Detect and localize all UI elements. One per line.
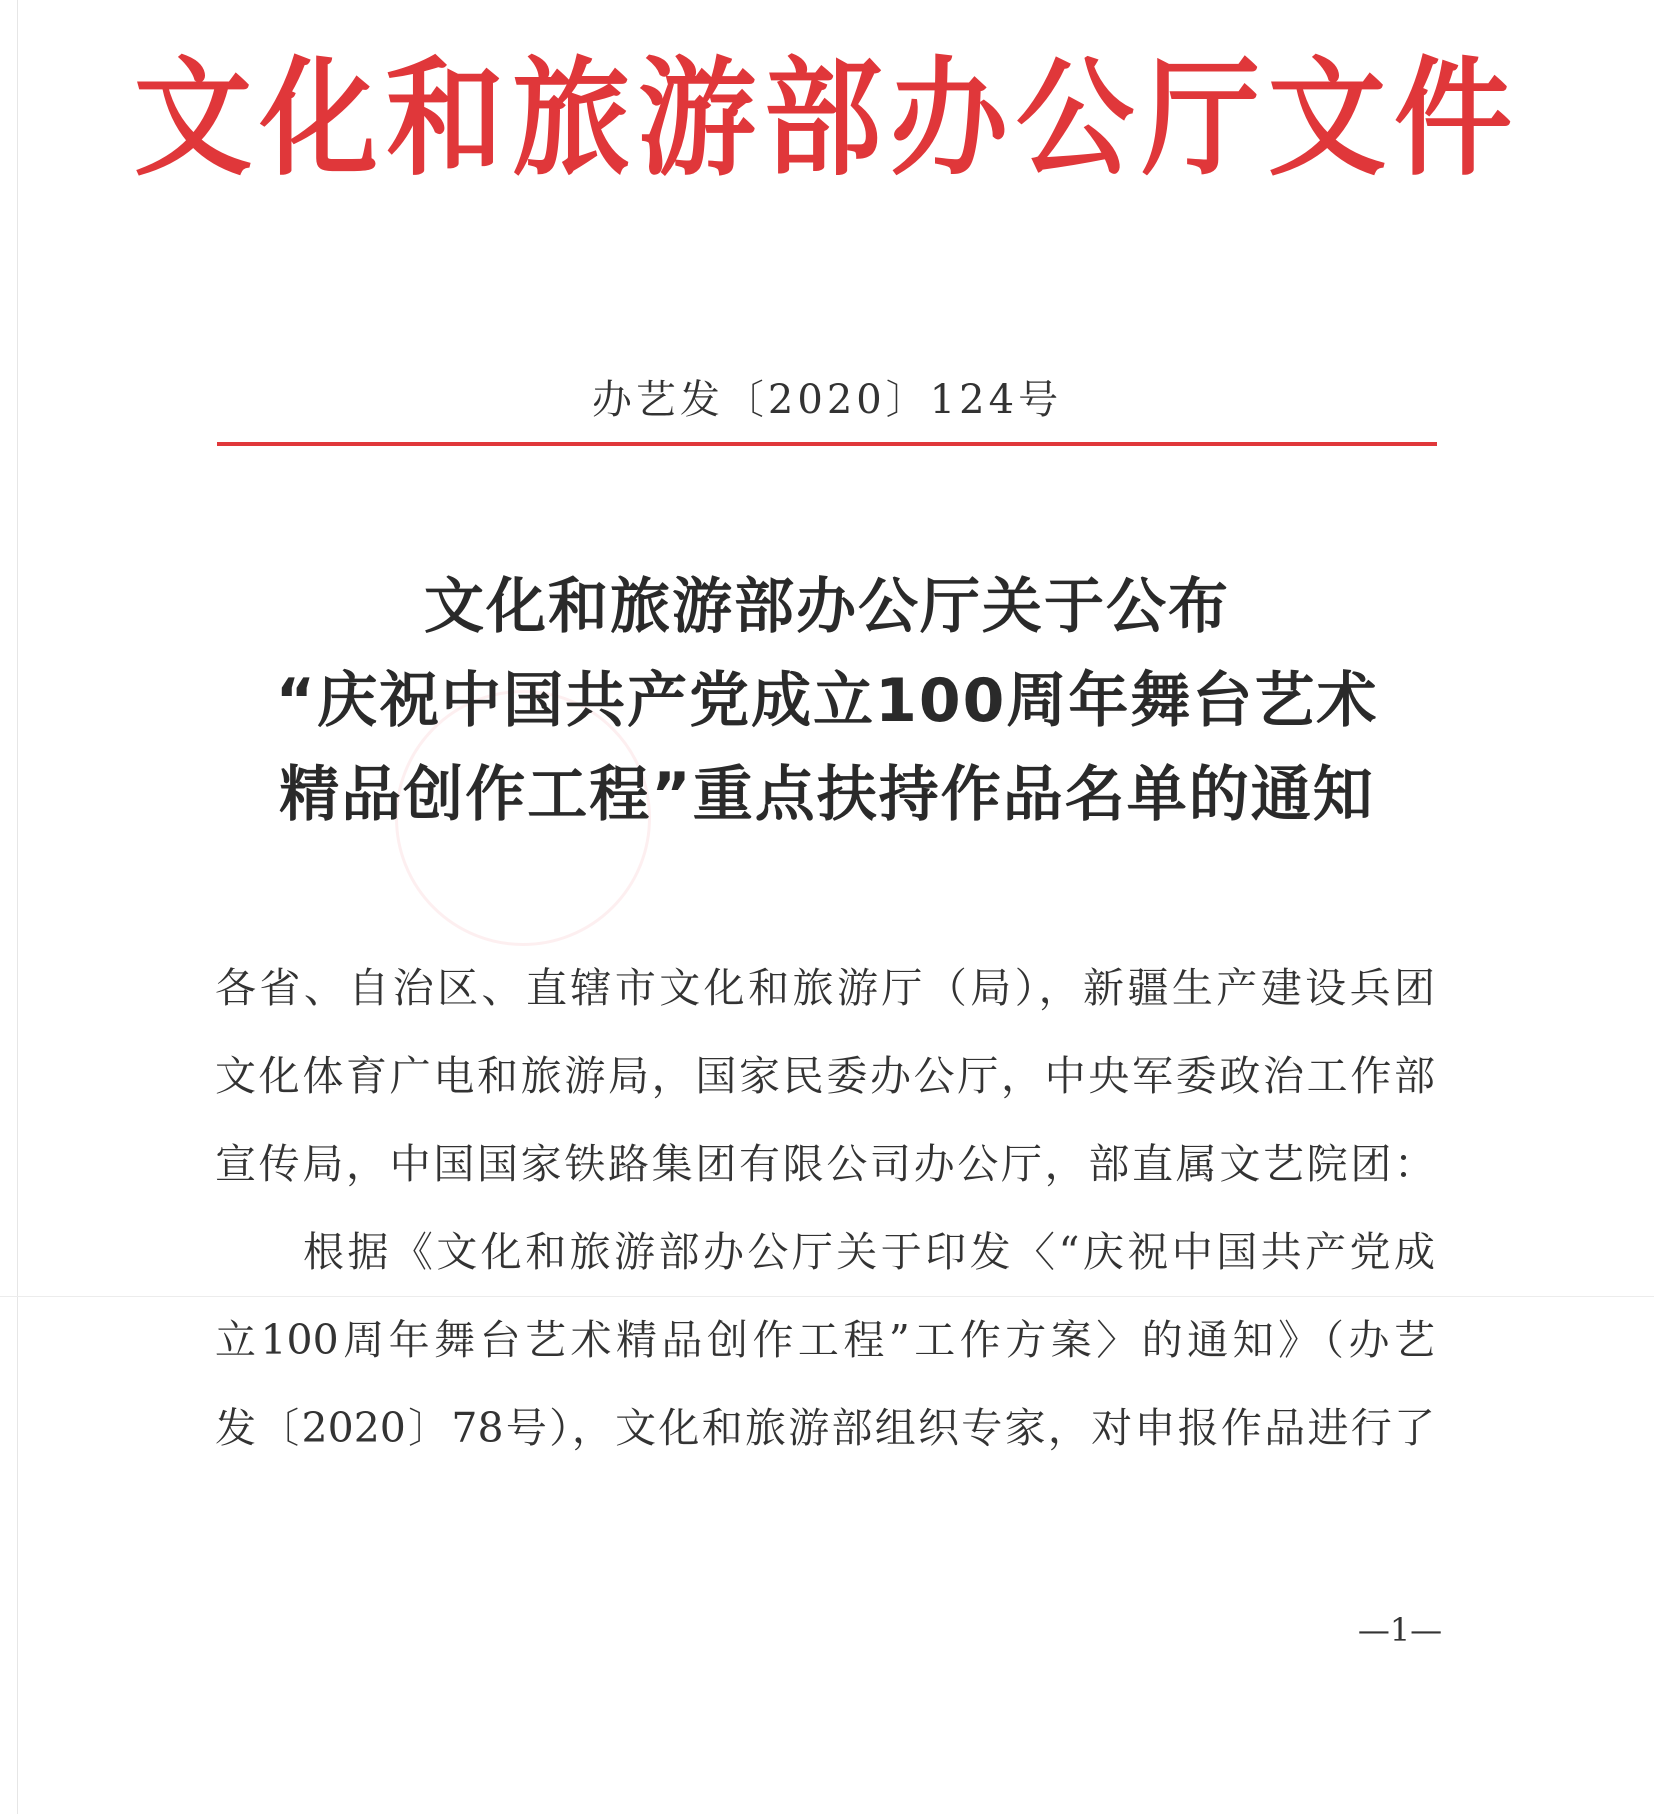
addressee-line-2: 文化体育广电和旅游局，国家民委办公厅，中央军委政治工作部 bbox=[215, 1052, 1435, 1100]
scan-edge-line bbox=[17, 0, 18, 1814]
paragraph-line-2: 立100周年舞台艺术精品创作工程”工作方案〉的通知》（办艺 bbox=[215, 1316, 1435, 1364]
addressee-line-1: 各省、自治区、直辖市文化和旅游厅（局），新疆生产建设兵团 bbox=[215, 964, 1435, 1012]
page-number: —1— bbox=[1357, 1611, 1443, 1649]
red-separator-line bbox=[217, 442, 1437, 446]
title-line-1: 文化和旅游部办公厅关于公布 bbox=[424, 572, 1230, 642]
paragraph-line-3: 发〔2020〕78号），文化和旅游部组织专家，对申报作品进行了 bbox=[215, 1404, 1435, 1452]
document-number: 办艺发〔2020〕124号 bbox=[591, 377, 1063, 423]
addressee-line-3: 宣传局，中国国家铁路集团有限公司办公厅，部直属文艺院团： bbox=[215, 1140, 1435, 1188]
notice-title bbox=[0, 560, 1654, 842]
paragraph-line-1: 根据《文化和旅游部办公厅关于印发〈“庆祝中国共产党成 bbox=[303, 1228, 1435, 1276]
title-line-3: 精品创作工程”重点扶持作品名单的通知 bbox=[279, 760, 1375, 830]
title-line-2: “庆祝中国共产党成立100周年舞台艺术 bbox=[275, 666, 1379, 736]
notice-body bbox=[215, 944, 1435, 1472]
issuer-title: 文化和旅游部办公厅文件 bbox=[133, 42, 1520, 193]
